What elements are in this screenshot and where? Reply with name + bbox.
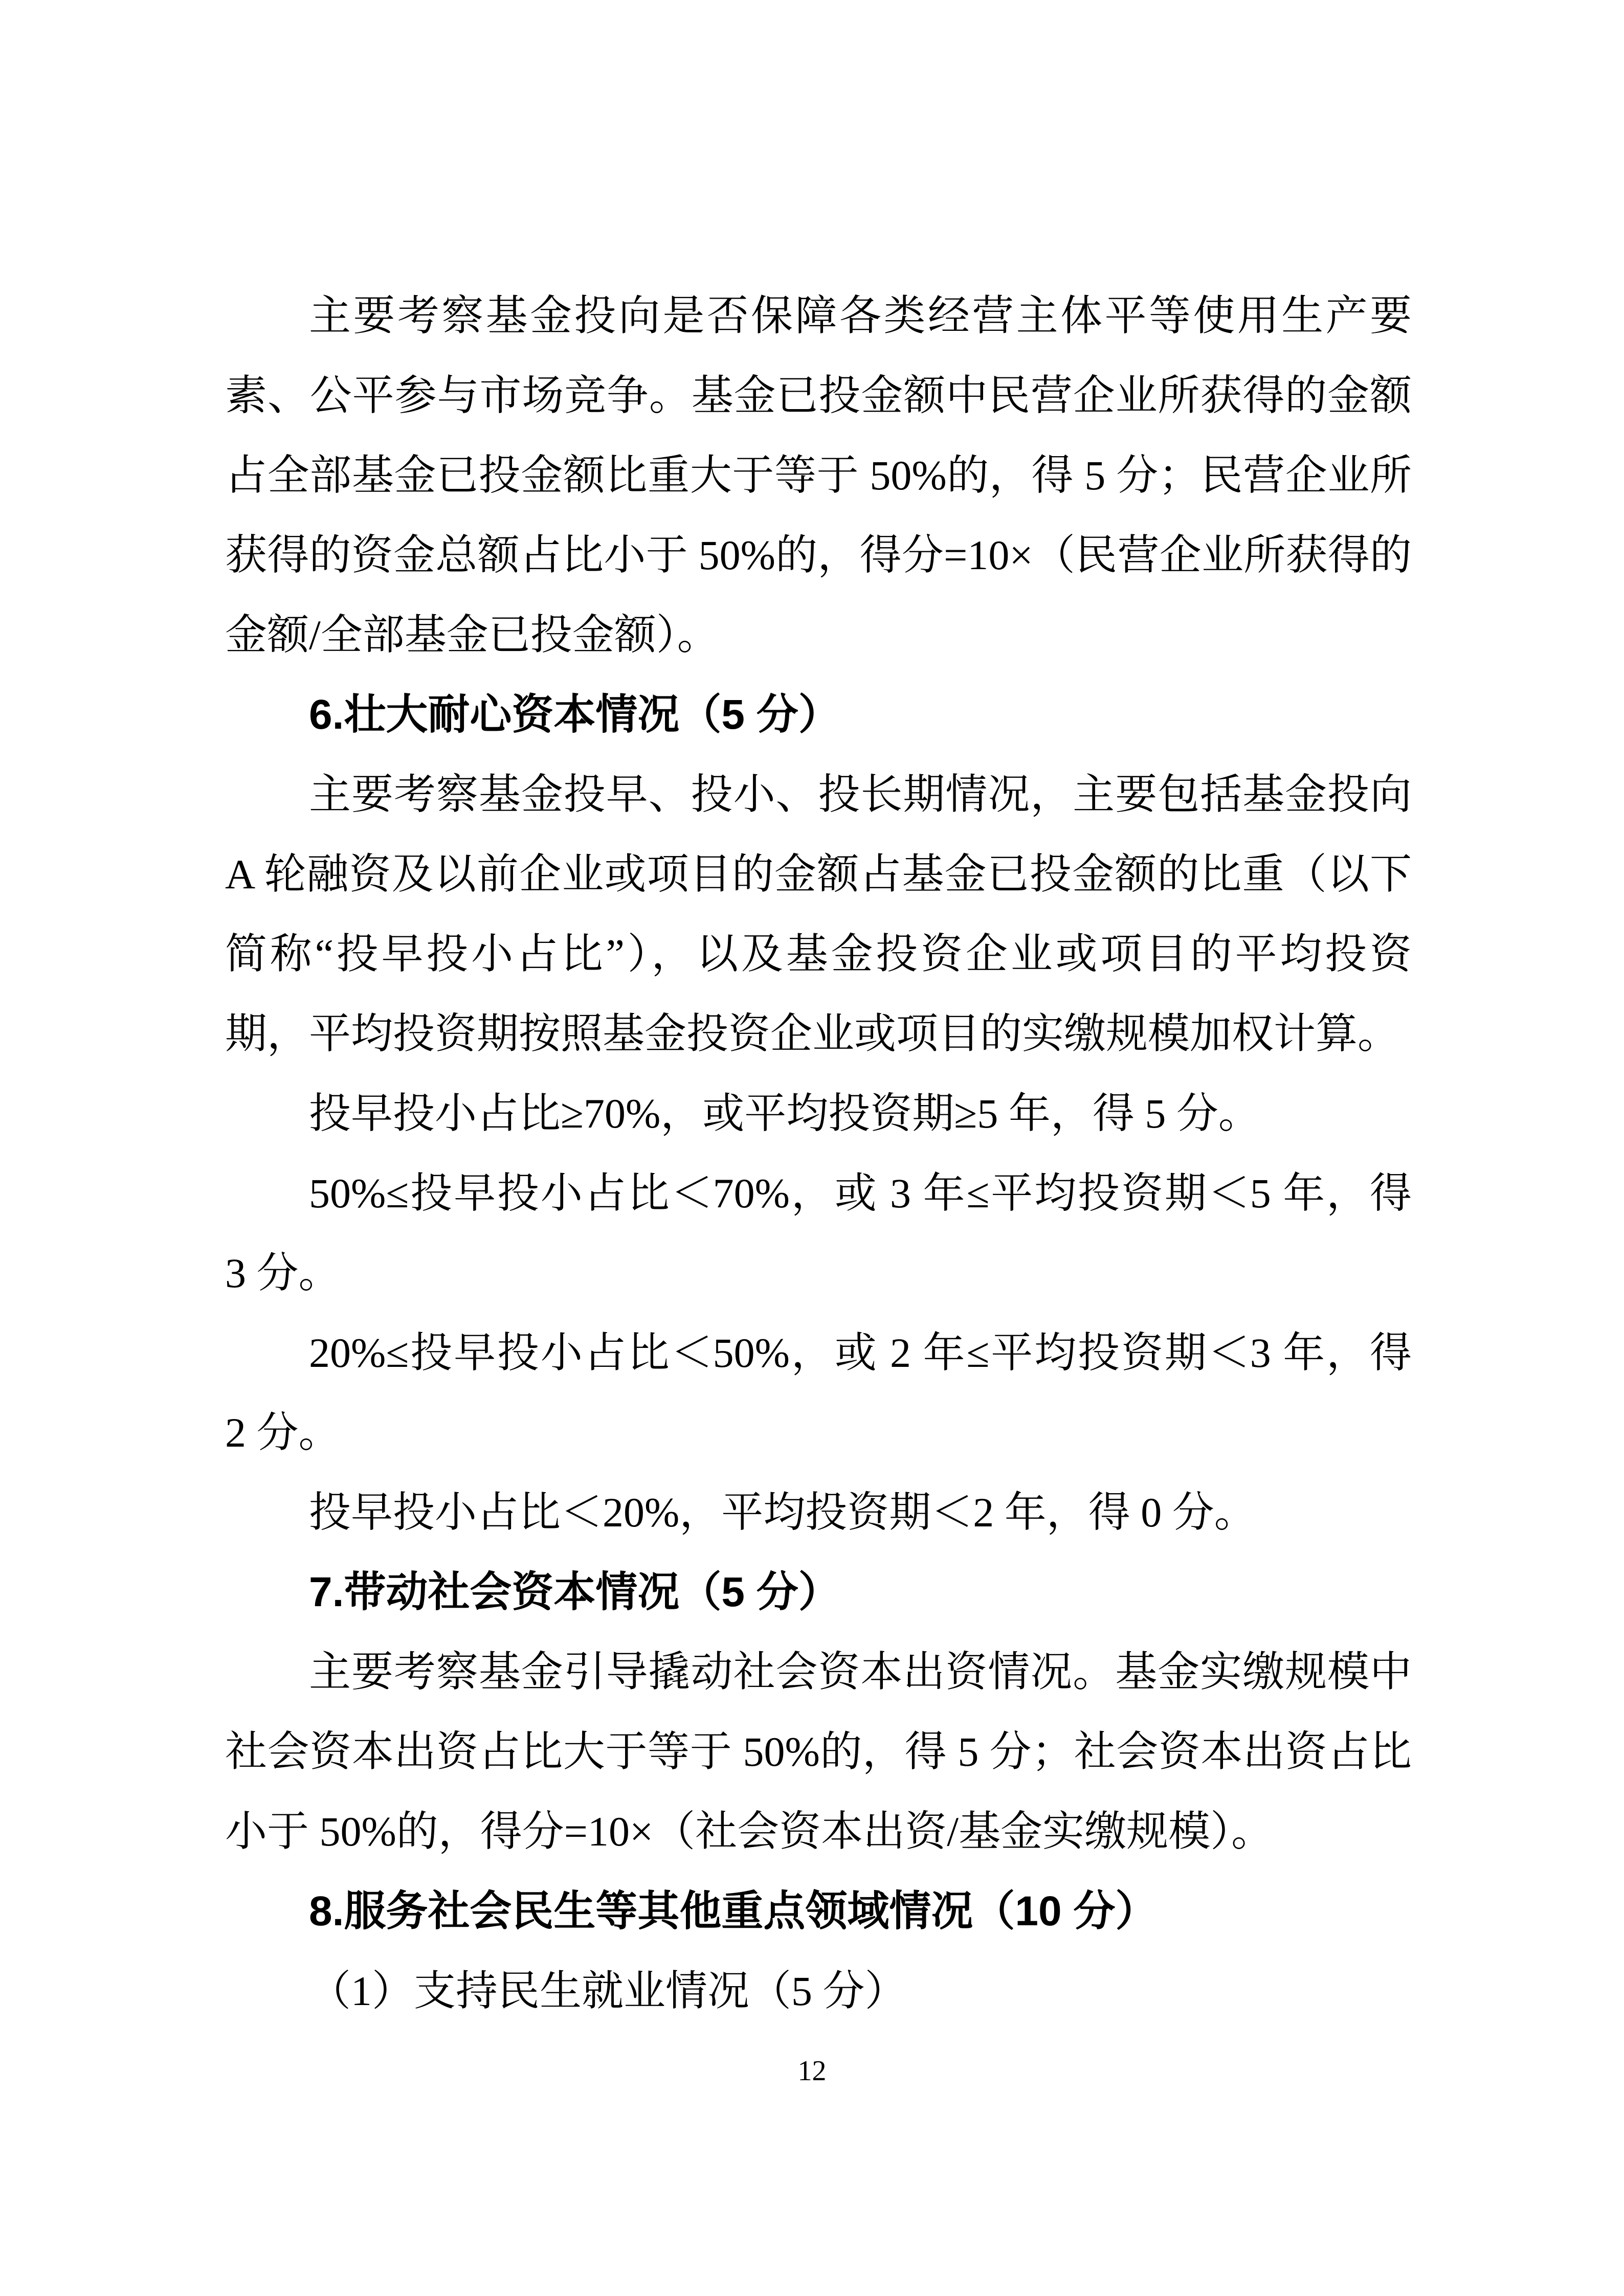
section-heading: 8.服务社会民生等其他重点领域情况（10 分） [309,1888,1158,1934]
page-number: 12 [797,2055,827,2087]
text-line: 社会资本出资占比大于等于 50%的，得 5 分；社会资本出资占比 [225,1728,1412,1775]
text-line: A 轮融资及以前企业或项目的金额占基金已投金额的比重（以下 [225,851,1412,897]
text-line: 50%≤投早投小占比＜70%，或 3 年≤平均投资期＜5 年，得 [309,1170,1412,1217]
section-heading: 6.壮大耐心资本情况（5 分） [309,691,840,738]
text-line: 金额/全部基金已投金额）。 [225,612,719,658]
text-line: 20%≤投早投小占比＜50%，或 2 年≤平均投资期＜3 年，得 [309,1330,1412,1376]
text-line: 3 分。 [225,1250,341,1296]
text-line: 主要考察基金投向是否保障各类经营主体平等使用生产要 [309,292,1412,339]
document-body [225,276,1412,2031]
text-line: 主要考察基金投早、投小、投长期情况，主要包括基金投向 [309,771,1412,818]
text-line: 2 分。 [225,1409,341,1456]
text-line: 占全部基金已投金额比重大于等于 50%的，得 5 分；民营企业所 [225,452,1412,499]
text-line: 主要考察基金引导撬动社会资本出资情况。基金实缴规模中 [309,1649,1412,1695]
text-line: 投早投小占比≥70%，或平均投资期≥5 年，得 5 分。 [309,1090,1260,1137]
text-line: 简称“投早投小占比”），以及基金投资企业或项目的平均投资 [225,931,1412,977]
text-line: 素、公平参与市场竞争。基金已投金额中民营企业所获得的金额 [225,372,1412,419]
text-line: 小于 50%的，得分=10×（社会资本出资/基金实缴规模）。 [225,1808,1274,1855]
text-line: （1）支持民生就业情况（5 分） [309,1968,907,2014]
text-line: 投早投小占比＜20%，平均投资期＜2 年，得 0 分。 [309,1489,1256,1536]
section-heading: 7.带动社会资本情况（5 分） [309,1569,840,1615]
text-line: 期，平均投资期按照基金投资企业或项目的实缴规模加权计算。 [225,1010,1400,1057]
text-line: 获得的资金总额占比小于 50%的，得分=10×（民营企业所获得的 [225,532,1412,578]
